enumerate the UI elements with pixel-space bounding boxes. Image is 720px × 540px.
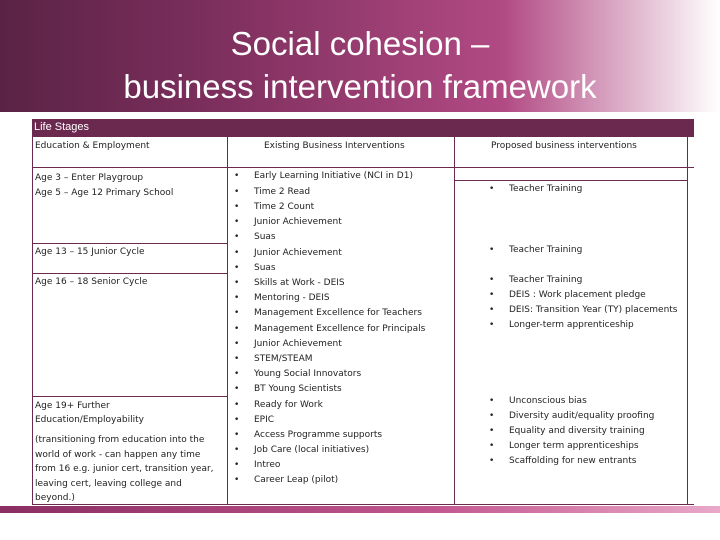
proposed-intervention-label: Scaffolding for new entrants bbox=[509, 456, 637, 466]
col3-header-cell bbox=[455, 137, 687, 167]
bullet-icon: • bbox=[489, 426, 495, 436]
bullet-icon: • bbox=[489, 441, 495, 451]
stage-cell-further bbox=[33, 397, 227, 504]
existing-intervention-label: Access Programme supports bbox=[254, 430, 383, 440]
proposed-intervention-label: Teacher Training bbox=[509, 245, 583, 255]
bullet-icon: • bbox=[489, 456, 495, 466]
col2-header: Existing Business Interventions bbox=[264, 141, 405, 151]
bullet-icon: • bbox=[234, 354, 240, 364]
existing-intervention-label: Ready for Work bbox=[254, 400, 323, 410]
proposed-intervention-label: DEIS: Transition Year (TY) placements bbox=[509, 305, 678, 315]
bullet-icon: • bbox=[234, 293, 240, 303]
bullet-icon: • bbox=[489, 290, 495, 300]
col2-header-cell bbox=[228, 137, 454, 167]
existing-intervention-label: Junior Achievement bbox=[254, 339, 342, 349]
proposed-intervention-label: Diversity audit/equality proofing bbox=[509, 411, 655, 421]
existing-intervention-label: STEM/STEAM bbox=[254, 354, 313, 364]
stage-primary-label: Age 3 – Enter Playgroup Age 5 – Age 12 Primary School bbox=[35, 173, 174, 198]
proposed-interventions-cell bbox=[455, 181, 687, 504]
stage-further-label: Age 19+ Further Education/Employability bbox=[35, 401, 144, 425]
bullet-icon: • bbox=[234, 217, 240, 227]
existing-intervention-label: BT Young Scientists bbox=[254, 384, 342, 394]
bullet-icon: • bbox=[234, 202, 240, 212]
proposed-intervention-label: Teacher Training bbox=[509, 275, 583, 285]
bullet-icon: • bbox=[489, 245, 495, 255]
bullet-icon: • bbox=[234, 384, 240, 394]
bullet-icon: • bbox=[234, 369, 240, 379]
bullet-icon: • bbox=[234, 430, 240, 440]
col3-header: Proposed business interventions bbox=[491, 141, 637, 151]
bullet-icon: • bbox=[489, 320, 495, 330]
proposed-intervention-label: DEIS : Work placement pledge bbox=[509, 290, 646, 300]
proposed-intervention-label: Unconscious bias bbox=[509, 396, 587, 406]
bullet-icon: • bbox=[234, 475, 240, 485]
bullet-icon: • bbox=[489, 396, 495, 406]
proposed-intervention-label: Equality and diversity training bbox=[509, 426, 645, 436]
existing-intervention-label: Time 2 Read bbox=[254, 187, 311, 197]
existing-intervention-label: EPIC bbox=[254, 415, 275, 425]
col4-header-cell bbox=[688, 137, 694, 167]
existing-intervention-label: Young Social Innovators bbox=[254, 369, 362, 379]
bullet-icon: • bbox=[234, 187, 240, 197]
bullet-icon: • bbox=[234, 171, 240, 181]
col1-header: Education & Employment bbox=[35, 141, 150, 151]
existing-intervention-label: Suas bbox=[254, 232, 276, 242]
bullet-icon: • bbox=[234, 415, 240, 425]
existing-intervention-label: Time 2 Count bbox=[254, 202, 315, 212]
bullet-icon: • bbox=[234, 445, 240, 455]
stage-senior-label: Age 16 – 18 Senior Cycle bbox=[35, 277, 148, 287]
existing-intervention-label: Skills at Work - DEIS bbox=[254, 278, 345, 288]
proposed-intervention-label: Teacher Training bbox=[509, 184, 583, 194]
proposed-intervention-label: Longer-term apprenticeship bbox=[509, 320, 634, 330]
bullet-icon: • bbox=[234, 263, 240, 273]
bullet-icon: • bbox=[489, 184, 495, 194]
existing-intervention-label: Management Excellence for Principals bbox=[254, 324, 426, 334]
bullet-icon: • bbox=[234, 400, 240, 410]
bullet-icon: • bbox=[234, 232, 240, 242]
existing-intervention-label: Intreo bbox=[254, 460, 281, 470]
existing-intervention-label: Early Learning Initiative (NCI in D1) bbox=[254, 171, 413, 181]
bullet-icon: • bbox=[234, 339, 240, 349]
bullet-icon: • bbox=[234, 248, 240, 258]
bottom-accent-bar bbox=[0, 506, 720, 513]
bullet-icon: • bbox=[489, 411, 495, 421]
existing-intervention-label: Mentoring - DEIS bbox=[254, 293, 330, 303]
existing-intervention-label: Management Excellence for Teachers bbox=[254, 308, 422, 318]
title-line-1: Social cohesion – bbox=[230, 25, 490, 62]
bullet-icon: • bbox=[234, 308, 240, 318]
col1-header-cell bbox=[33, 137, 227, 167]
page-title bbox=[0, 22, 720, 108]
existing-intervention-label: Suas bbox=[254, 263, 276, 273]
stage-cell-junior bbox=[33, 244, 227, 273]
bullet-icon: • bbox=[234, 324, 240, 334]
bullet-icon: • bbox=[234, 460, 240, 470]
existing-intervention-label: Junior Achievement bbox=[254, 248, 342, 258]
stage-further-note: (transitioning from education into the world of work - can happen any time from 16 e.g. junior cert, transition year, leaving cert, leaving college and beyond.) bbox=[35, 435, 214, 504]
bullet-icon: • bbox=[489, 275, 495, 285]
stage-cell-senior bbox=[33, 274, 227, 396]
bullet-icon: • bbox=[234, 278, 240, 288]
proposed-cell-early bbox=[455, 168, 687, 180]
life-stages-header: Life Stages bbox=[32, 119, 694, 136]
bullet-icon: • bbox=[489, 305, 495, 315]
stage-cell-primary bbox=[33, 168, 227, 243]
existing-intervention-label: Job Care (local initiatives) bbox=[254, 445, 370, 455]
title-line-2: business intervention framework bbox=[123, 68, 597, 105]
existing-intervention-label: Career Leap (pilot) bbox=[254, 475, 339, 485]
existing-interventions-cell bbox=[228, 168, 454, 504]
proposed-intervention-label: Longer term apprenticeships bbox=[509, 441, 639, 451]
existing-intervention-label: Junior Achievement bbox=[254, 217, 342, 227]
framework-table bbox=[32, 119, 694, 505]
stage-junior-label: Age 13 – 15 Junior Cycle bbox=[35, 247, 145, 257]
col4-body-cell bbox=[688, 168, 694, 504]
